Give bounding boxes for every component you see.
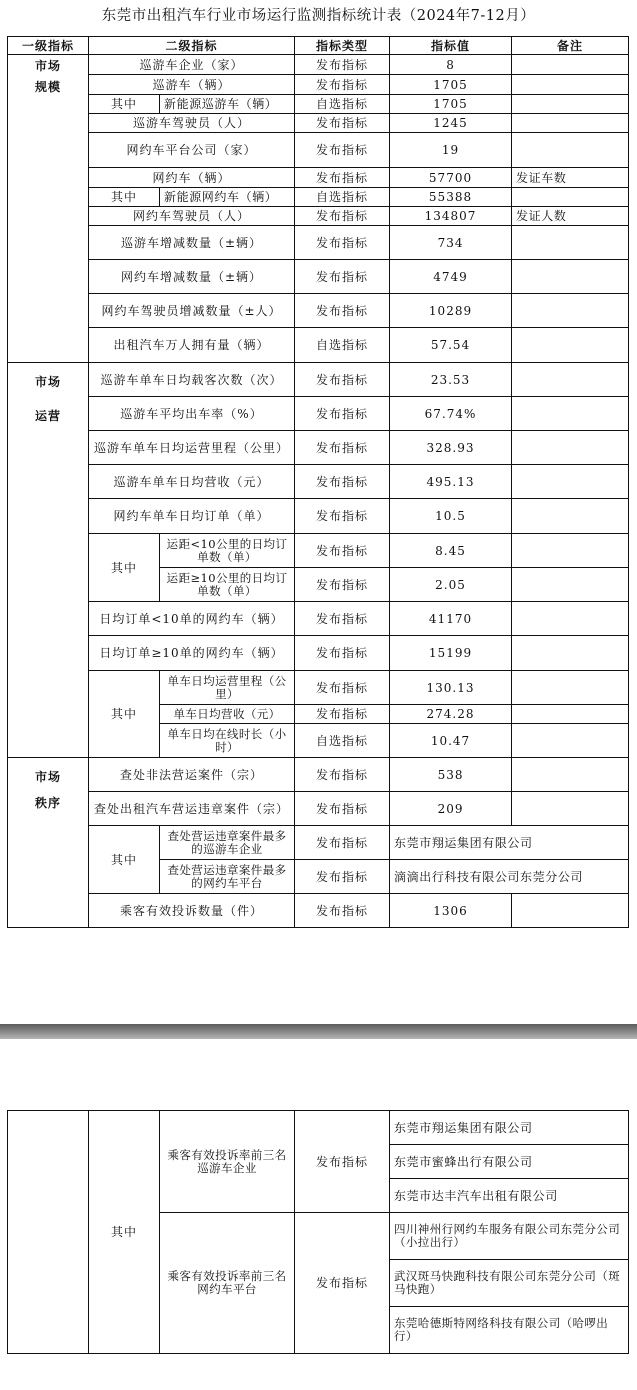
indicator-note [512, 758, 629, 792]
indicator-value: 8 [390, 55, 512, 75]
table-row [8, 133, 629, 168]
page-title: 东莞市出租汽车行业市场运行监测指标统计表（2024年7-12月） [101, 8, 536, 24]
indicator-type: 发布指标 [295, 826, 390, 860]
indicator-name: 日均订单≥10单的网约车（辆） [89, 636, 295, 671]
indicator-value: 2.05 [390, 568, 512, 602]
table-row [8, 826, 629, 860]
indicator-name: 日均订单<10单的网约车（辆） [89, 602, 295, 636]
company-cell: 东莞市达丰汽车出租有限公司 [390, 1179, 629, 1213]
header-value: 指标值 [390, 37, 512, 55]
indicator-type: 发布指标 [295, 602, 390, 636]
indicator-value: 57.54 [390, 328, 512, 363]
table-row [8, 75, 629, 95]
indicator-type: 发布指标 [295, 860, 390, 894]
indicator-note [512, 499, 629, 534]
qizhong-label: 其中 [89, 1111, 160, 1354]
page-break-separator [0, 1024, 637, 1039]
indicator-name: 乘客有效投诉率前三名网约车平台 [160, 1213, 295, 1354]
indicator-type: 发布指标 [295, 534, 390, 568]
indicator-name: 巡游车增减数量（±辆） [89, 226, 295, 260]
indicator-type: 发布指标 [295, 397, 390, 431]
indicator-value: 15199 [390, 636, 512, 671]
indicator-note [512, 188, 629, 207]
section-label: 市场 [34, 770, 61, 784]
indicator-value: 1705 [390, 95, 512, 114]
indicator-name: 单车日均营收（元） [160, 705, 295, 724]
statistics-table [7, 36, 629, 928]
indicator-note [512, 397, 629, 431]
indicator-name: 网约车驾驶员（人） [89, 207, 295, 226]
indicator-value: 57700 [390, 168, 512, 188]
indicator-note [512, 363, 629, 397]
indicator-type: 发布指标 [295, 636, 390, 671]
indicator-type: 发布指标 [295, 671, 390, 705]
indicator-type: 发布指标 [295, 133, 390, 168]
company-cell: 东莞哈德斯特网络科技有限公司（哈啰出行） [390, 1307, 629, 1354]
section-label: 运营 [34, 409, 61, 423]
indicator-value: 538 [390, 758, 512, 792]
indicator-value: 1306 [390, 894, 512, 928]
indicator-value: 41170 [390, 602, 512, 636]
indicator-type: 发布指标 [295, 705, 390, 724]
indicator-note [512, 55, 629, 75]
indicator-name: 网约车增减数量（±辆） [89, 260, 295, 294]
indicator-value: 130.13 [390, 671, 512, 705]
table-row [8, 636, 629, 671]
indicator-note [512, 568, 629, 602]
indicator-name: 巡游车（辆） [89, 75, 295, 95]
qizhong-label: 其中 [89, 671, 160, 758]
section-market-scale [8, 55, 89, 363]
header-note: 备注 [512, 37, 629, 55]
table-row [8, 671, 629, 705]
table-row [8, 188, 629, 207]
indicator-note [512, 602, 629, 636]
indicator-value: 209 [390, 792, 512, 826]
indicator-value: 23.53 [390, 363, 512, 397]
indicator-type: 发布指标 [295, 894, 390, 928]
table-row [8, 226, 629, 260]
indicator-type: 发布指标 [295, 294, 390, 328]
section-label: 规模 [34, 80, 61, 94]
qizhong-label: 其中 [89, 534, 160, 602]
indicator-type: 发布指标 [295, 114, 390, 133]
indicator-type: 发布指标 [295, 431, 390, 465]
indicator-note [512, 705, 629, 724]
indicator-value: 4749 [390, 260, 512, 294]
indicator-name: 网约车（辆） [89, 168, 295, 188]
indicator-value: 1705 [390, 75, 512, 95]
indicator-type: 发布指标 [295, 207, 390, 226]
indicator-note [512, 294, 629, 328]
section-market-order-cont [8, 1111, 89, 1354]
table-row [8, 1111, 629, 1145]
company-cell: 东莞市蜜蜂出行有限公司 [390, 1145, 629, 1179]
indicator-value: 274.28 [390, 705, 512, 724]
indicator-value: 67.74% [390, 397, 512, 431]
indicator-value: 1245 [390, 114, 512, 133]
company-cell: 四川神州行网约车服务有限公司东莞分公司（小拉出行） [390, 1213, 629, 1260]
indicator-name: 查处营运违章案件最多的巡游车企业 [160, 826, 295, 860]
indicator-note: 发证人数 [512, 207, 629, 226]
indicator-note [512, 534, 629, 568]
indicator-type: 发布指标 [295, 792, 390, 826]
indicator-name: 查处营运违章案件最多的网约车平台 [160, 860, 295, 894]
table-row [8, 397, 629, 431]
table-row [8, 114, 629, 133]
qizhong-label: 其中 [89, 188, 160, 207]
header-type: 指标类型 [295, 37, 390, 55]
indicator-type: 发布指标 [295, 1111, 390, 1213]
indicator-note [512, 226, 629, 260]
table-row [8, 431, 629, 465]
indicator-type: 发布指标 [295, 568, 390, 602]
indicator-type: 自选指标 [295, 188, 390, 207]
indicator-name: 运距≥10公里的日均订单数（单） [160, 568, 295, 602]
table-row [8, 792, 629, 826]
qizhong-label: 其中 [89, 826, 160, 894]
indicator-value: 滴滴出行科技有限公司东莞分公司 [390, 860, 629, 894]
table-header-row [8, 37, 629, 55]
indicator-note [512, 894, 629, 928]
header-level2: 二级指标 [89, 37, 295, 55]
indicator-name: 查处非法营运案件（宗） [89, 758, 295, 792]
table-row [8, 758, 629, 792]
indicator-name: 巡游车企业（家） [89, 55, 295, 75]
indicator-name: 乘客有效投诉数量（件） [89, 894, 295, 928]
indicator-note [512, 133, 629, 168]
indicator-note [512, 260, 629, 294]
indicator-name: 查处出租汽车营运违章案件（宗） [89, 792, 295, 826]
table-row [8, 207, 629, 226]
section-label: 市场 [34, 375, 61, 389]
indicator-name: 网约车驾驶员增减数量（±人） [89, 294, 295, 328]
table-row [8, 499, 629, 534]
indicator-type: 发布指标 [295, 758, 390, 792]
indicator-name: 网约车单车日均订单（单） [89, 499, 295, 534]
indicator-type: 自选指标 [295, 95, 390, 114]
table-row [8, 465, 629, 499]
indicator-note [512, 114, 629, 133]
qizhong-label: 其中 [89, 95, 160, 114]
indicator-value: 734 [390, 226, 512, 260]
indicator-type: 发布指标 [295, 55, 390, 75]
indicator-name: 运距<10公里的日均订单数（单） [160, 534, 295, 568]
indicator-name: 巡游车单车日均营收（元） [89, 465, 295, 499]
company-cell: 东莞市翔运集团有限公司 [390, 1111, 629, 1145]
indicator-type: 发布指标 [295, 226, 390, 260]
table-row [8, 363, 629, 397]
table-row [8, 95, 629, 114]
indicator-name: 巡游车驾驶员（人） [89, 114, 295, 133]
indicator-name: 新能源巡游车（辆） [160, 95, 295, 114]
indicator-note [512, 671, 629, 705]
indicator-type: 发布指标 [295, 363, 390, 397]
indicator-note [512, 75, 629, 95]
indicator-name: 乘客有效投诉率前三名巡游车企业 [160, 1111, 295, 1213]
indicator-note [512, 431, 629, 465]
indicator-note [512, 724, 629, 758]
indicator-note [512, 95, 629, 114]
table-row [8, 534, 629, 568]
indicator-name: 网约车平台公司（家） [89, 133, 295, 168]
indicator-type: 发布指标 [295, 75, 390, 95]
table-row [8, 602, 629, 636]
indicator-name: 出租汽车万人拥有量（辆） [89, 328, 295, 363]
header-level1: 一级指标 [8, 37, 89, 55]
indicator-type: 发布指标 [295, 499, 390, 534]
indicator-value: 55388 [390, 188, 512, 207]
indicator-value: 10.5 [390, 499, 512, 534]
section-label: 市场 [34, 59, 61, 73]
section-market-operation [8, 363, 89, 758]
section-market-order [8, 758, 89, 928]
indicator-note [512, 328, 629, 363]
indicator-name: 巡游车单车日均载客次数（次） [89, 363, 295, 397]
indicator-value: 134807 [390, 207, 512, 226]
indicator-value: 8.45 [390, 534, 512, 568]
table-row [8, 294, 629, 328]
indicator-type: 自选指标 [295, 328, 390, 363]
indicator-note [512, 636, 629, 671]
table-row [8, 168, 629, 188]
table-row [8, 55, 629, 75]
section-label: 秩序 [34, 796, 61, 810]
table-row [8, 260, 629, 294]
indicator-note [512, 792, 629, 826]
indicator-type: 发布指标 [295, 260, 390, 294]
indicator-name: 巡游车单车日均运营里程（公里） [89, 431, 295, 465]
table-row [8, 894, 629, 928]
statistics-table-continued [7, 1110, 629, 1354]
table-row [8, 328, 629, 363]
indicator-type: 发布指标 [295, 1213, 390, 1354]
indicator-type: 发布指标 [295, 465, 390, 499]
indicator-name: 单车日均在线时长（小时） [160, 724, 295, 758]
indicator-value: 10.47 [390, 724, 512, 758]
indicator-type: 自选指标 [295, 724, 390, 758]
indicator-type: 发布指标 [295, 168, 390, 188]
indicator-value: 10289 [390, 294, 512, 328]
indicator-value: 328.93 [390, 431, 512, 465]
indicator-name: 新能源网约车（辆） [160, 188, 295, 207]
indicator-value: 19 [390, 133, 512, 168]
indicator-name: 巡游车平均出车率（%） [89, 397, 295, 431]
indicator-value: 东莞市翔运集团有限公司 [390, 826, 629, 860]
indicator-note: 发证车数 [512, 168, 629, 188]
indicator-value: 495.13 [390, 465, 512, 499]
company-cell: 武汉斑马快跑科技有限公司东莞分公司（斑马快跑） [390, 1260, 629, 1307]
indicator-note [512, 465, 629, 499]
indicator-name: 单车日均运营里程（公里） [160, 671, 295, 705]
